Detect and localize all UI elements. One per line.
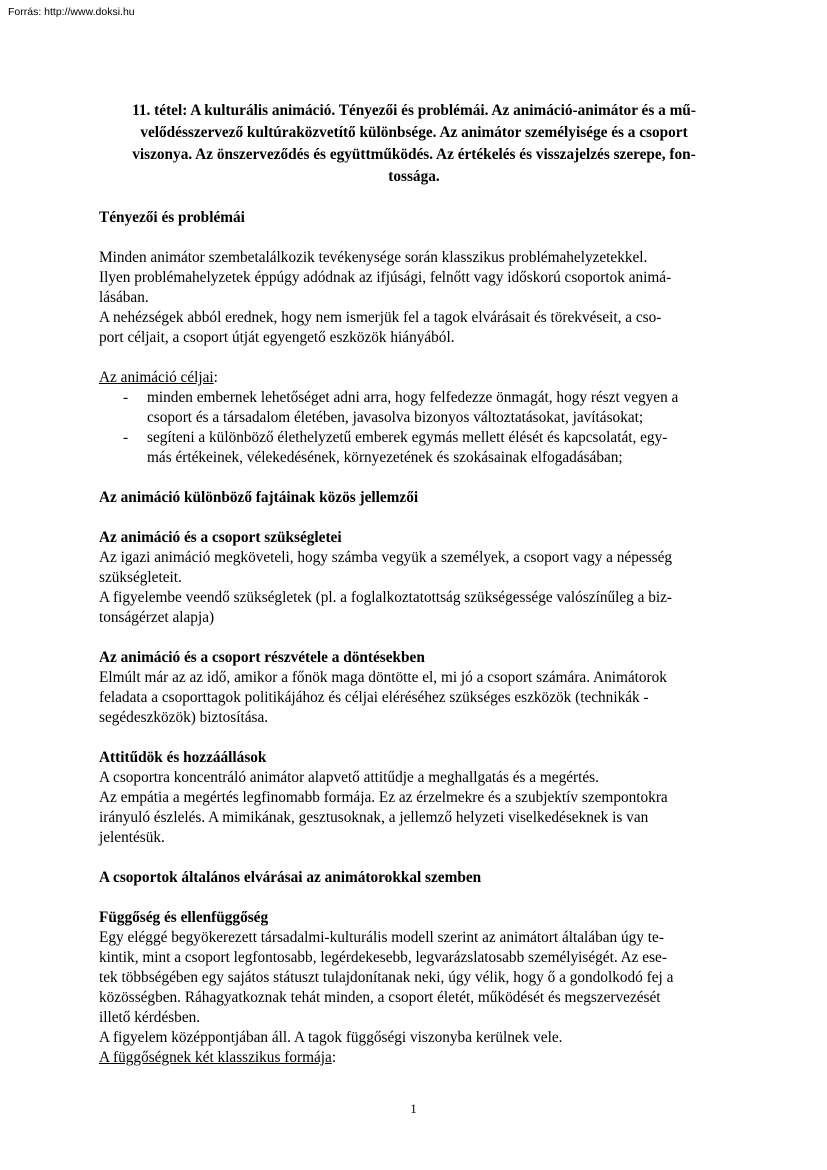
section-heading: A csoportok általános elvárásai az animátorokkal szemben [99,869,482,886]
text-line: feladata a csoporttagok politikájához és céljai eléréséhez szükséges eszközök (technikák - [99,689,649,706]
text-line: csoport és a társadalom életében, javasolva bizonyos változtatásokat, javításokat; [147,409,644,426]
text-line: Az igazi animáció megköveteli, hogy számba vegyük a személyek, a csoport vagy a népesség [99,549,673,566]
title-line: viszonya. Az önszerveződés és együttműködés. Az értékelés és visszajelzés szerepe, fon- [132,146,696,163]
title-line: velődésszervező kultúraközvetítő különbsége. Az animátor személyisége és a csoport [140,124,688,141]
list-item [99,388,729,428]
title-line: 11. tétel: A kulturális animáció. Tényezői és problémái. Az animáció-animátor és a mű- [132,102,696,119]
subsection-heading: Függőség és ellenfüggőség [99,909,269,926]
forms-label [99,1048,729,1068]
document-page [99,100,729,1068]
text-line: port céljait, a csoport útját egyengető eszközök hiányából. [99,329,455,346]
text-line: lásában. [99,289,149,306]
text-line: tek többségében egy sajátos státuszt tulajdonítanak neki, úgy vélik, hogy ő a gondolkodó fej a [99,969,674,986]
text-line: segíteni a különböző élethelyzetű emberek egymás mellett élését és kapcsolatát, egy- [147,429,668,446]
dash-bullet: - [123,389,129,406]
goals-list [99,388,729,468]
paragraph [99,928,729,1048]
text-line: A nehézségek abból erednek, hogy nem ismerjük fel a tagok elvárásait és törekvéseit, a cso- [99,309,662,326]
text-line: szükségleteit. [99,569,182,586]
paragraph [99,768,729,848]
forms-label-text: A függőségnek két klasszikus formája [99,1049,332,1066]
paragraph [99,668,729,728]
section-heading: Az animáció különböző fajtáinak közös jellemzői [99,489,419,506]
text-line: A figyelembe veendő szükségletek (pl. a foglalkoztatottság szükségessége valószínűleg a biz- [99,589,673,606]
goals-colon: : [213,369,218,386]
document-title [99,100,729,188]
text-line: kintik, mint a csoport legfontosabb, legérdekesebb, legvarázslatosabb személyiségét. Az ese- [99,949,667,966]
text-line: Elmúlt már az az idő, amikor a főnök maga döntötte el, mi jó a csoport számára. Animátorok [99,669,667,686]
text-line: Egy eléggé begyökerezett társadalmi-kulturális modell szerint az animátort általában úgy te- [99,929,664,946]
source-label: Forrás: http://www.doksi.hu [8,6,135,18]
text-line: más értékeinek, vélekedésének, környezetének és szokásainak elfogadásában; [147,449,623,466]
subsection-heading: Az animáció és a csoport szükségletei [99,529,342,546]
paragraph [99,248,729,348]
title-line: tossága. [388,168,440,185]
text-line: tonságérzet alapja) [99,609,215,626]
text-line: segédeszközök) biztosítása. [99,709,269,726]
text-line: Az empátia a megértés legfinomabb formája. Ez az érzelmekre és a szubjektív szempontokra [99,789,668,806]
forms-colon: : [331,1049,337,1066]
subsection-heading: Az animáció és a csoport részvétele a döntésekben [99,649,425,666]
text-line: A csoportra koncentráló animátor alapvető attitűdje a meghallgatás és a megértés. [99,769,599,786]
text-line: minden embernek lehetőséget adni arra, hogy felfedezze önmagát, hogy részt vegyen a [147,389,679,406]
text-line: jelentésük. [99,829,165,846]
text-line: A figyelem középpontjában áll. A tagok függőségi viszonyba kerülnek vele. [99,1029,563,1046]
goals-label [99,368,729,388]
text-line: irányuló észlelés. A mimikának, gesztusoknak, a jellemző helyzeti viselkedéseknek is van [99,809,649,826]
section-heading: Tényezői és problémái [99,209,245,226]
text-line: Minden animátor szembetalálkozik tevékenysége során klasszikus problémahelyzetekkel. [99,249,648,266]
text-line: Ilyen problémahelyzetek éppúgy adódnak az ifjúsági, felnőtt vagy időskorú csoportok animá- [99,269,672,286]
goals-label-text: Az animáció céljai [99,369,214,386]
list-item [99,428,729,468]
page-number: 1 [410,1101,417,1116]
paragraph [99,548,729,628]
text-line: illető kérdésben. [99,1009,201,1026]
subsection-heading: Attitűdök és hozzáállások [99,749,267,766]
text-line: közösségben. Ráhagyatkoznak tehát minden, a csoport életét, működését és megszervezését [99,989,661,1006]
dash-bullet: - [123,429,129,446]
